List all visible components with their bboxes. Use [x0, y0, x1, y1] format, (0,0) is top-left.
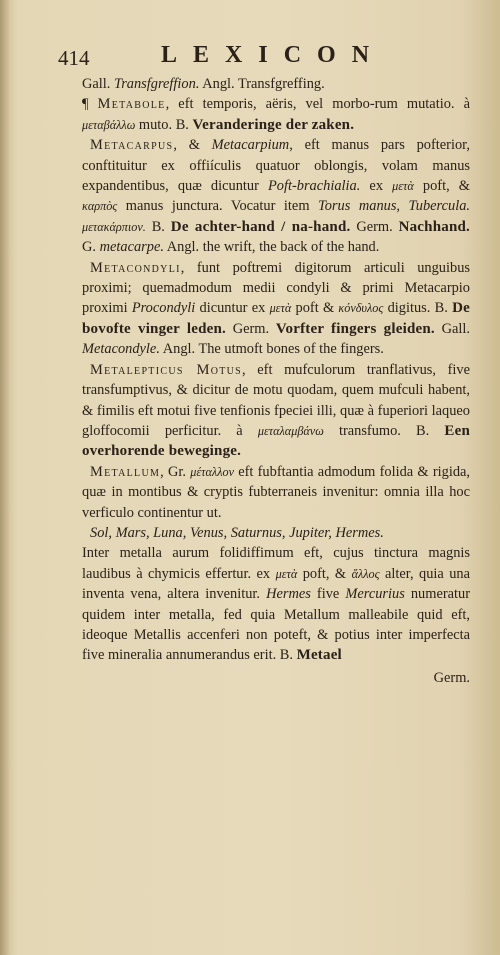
- headword: Metalepticus Motus: [90, 361, 243, 378]
- entry-metacarpus: Metacarpus, & Metacarpium, eft manus pars pofterior, conftituitur ex offiículis quatuor oblongis, volam manus expandentibus, quæ dicuntur Poft-brachialia. ex μετὰ poft, & καρπὸς manus junctura. Vocatur item Torus manus, Tubercula. μετακάρπιον. B. De achter-hand / na-hand. Germ. Nachhand. G. metacarpe. Angl. the wrift, the back of the hand.: [82, 137, 470, 256]
- page-header: [58, 38, 420, 72]
- entry-transgression-continued: Gall. Transfgreffion. Angl. Transfgreffing.: [82, 76, 325, 92]
- catchword: Germ.: [433, 669, 470, 686]
- entry-metabole: ¶ Metabole, eft temporis, aëris, vel morbo-rum mutatio. à μεταβάλλω muto. B. Veranderinge der zaken.: [82, 96, 470, 133]
- entry-metacondyli: Metacondyli, funt poftremi digitorum articuli unguibus proximi; quemadmodum medii condyli & primi Metacarpio proximi Procondyli dicuntur ex μετὰ poft & κόνδυλος digitus. B. De bovofte vinger leden. Germ. Vorfter fingers gleiden. Gall. Metacondyle. Angl. The utmoft bones of the fingers.: [82, 259, 470, 358]
- headword: Metacarpus: [90, 137, 174, 154]
- entry-metalepticus-motus: Metalepticus Motus, eft mufculorum tranflativus, five transfumptivus, & dicitur de motu quodam, quem mufculi habent, & fimilis eft motui five tenfionis fpeciei illi, quæ à fuperiori laqueo gloffocomii perficitur. à μεταλαμβάνω transfumo. B. Een overhorende beweginge.: [82, 361, 470, 460]
- headword: Metacondyli: [90, 259, 181, 276]
- headword: Metabole: [97, 96, 166, 113]
- entry-metallum-continued: Inter metalla aurum folidiffimum eft, cujus tinctura magnis laudibus à chymicis effertur. ex μετὰ poft, & ἄλλος alter, quia una inventa vena, altera invenitur. Hermes five Mercurius numeratur quidem inter metalla, fed quia Metallum malleabile quid eft, ideoque Metallis accenferi non poteft, & potius inter imperfecta five mineralia annumerandus erit. B. Metael: [82, 545, 471, 664]
- page-body: [82, 74, 470, 688]
- page-number: 414: [58, 46, 90, 70]
- running-title: LEXICON: [161, 42, 386, 68]
- headword: Metallum: [90, 463, 161, 480]
- metals-verse: Sol, Mars, Luna, Venus, Saturnus, Jupiter, Hermes.: [90, 524, 384, 541]
- entry-metallum: Metallum, Gr. μέταλλον eft fubftantia admodum folida & rigida, quæ in montibus & cryptis fubterraneis invenitur: omnia illa hoc verficulo continentur ut.: [82, 463, 470, 521]
